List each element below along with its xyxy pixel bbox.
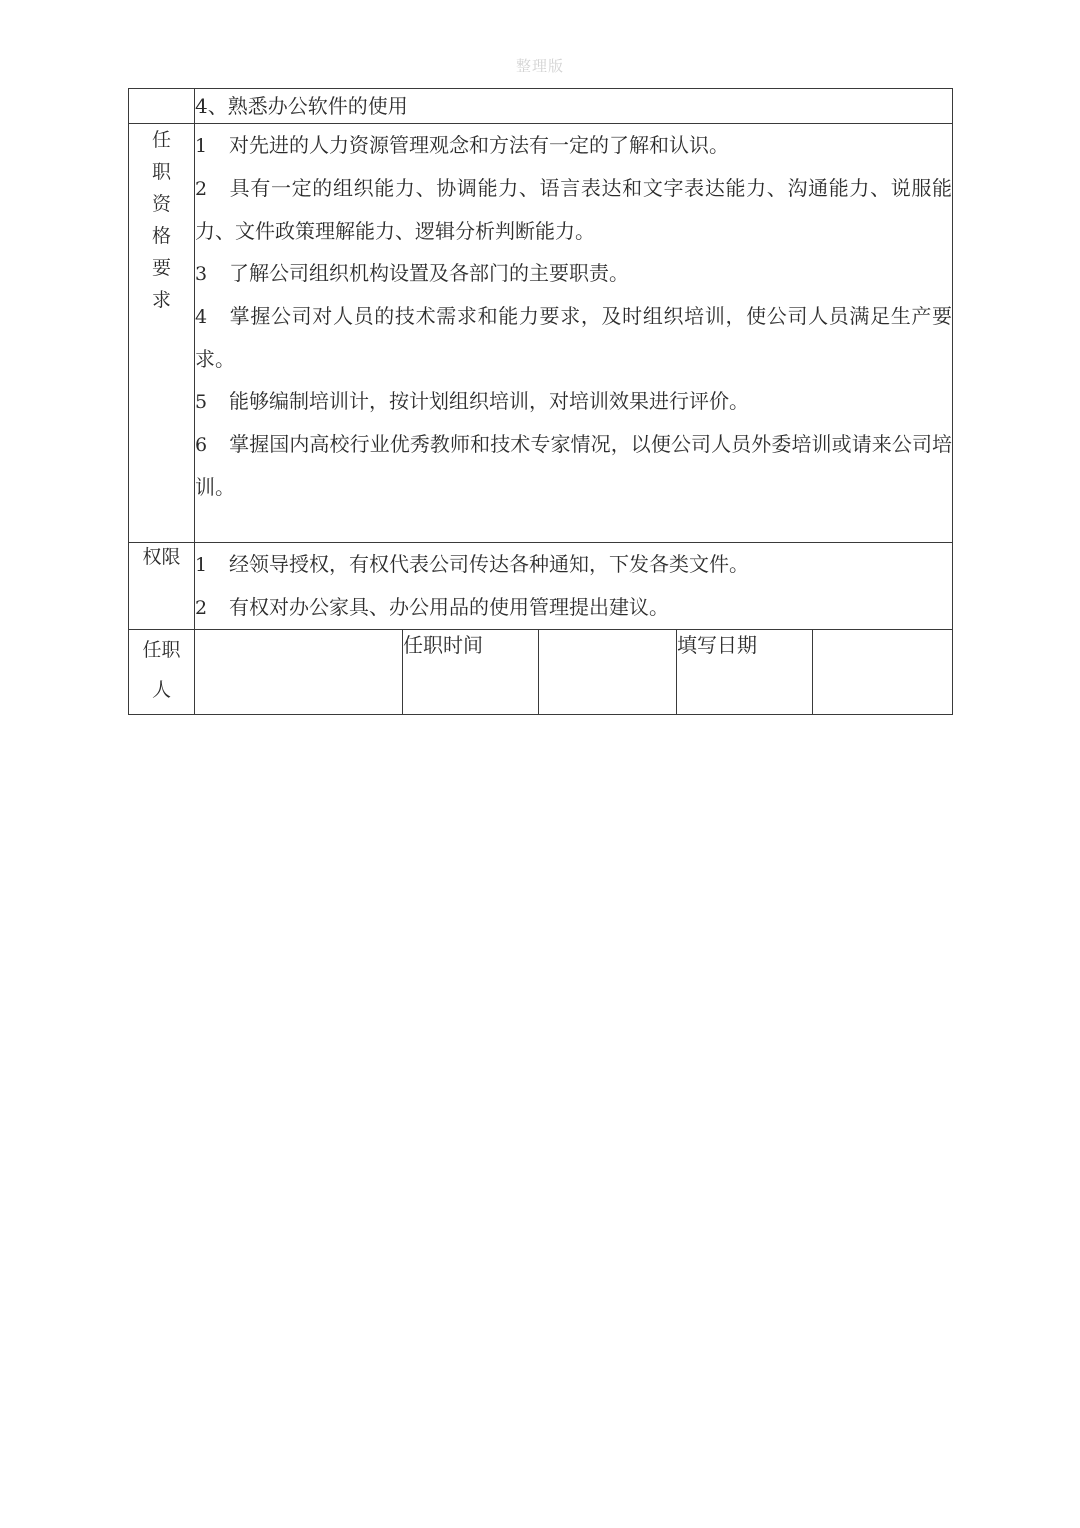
qualification-list	[195, 124, 952, 508]
qualification-content	[195, 124, 953, 543]
qualification-label-char: 任	[151, 129, 171, 151]
list-item-text: 掌握国内高校行业优秀教师和技术专家情况，以便公司人员外委培训或请来公司培训。	[195, 432, 953, 499]
job-description-table	[128, 88, 953, 715]
list-item-text: 能够编制培训计，按计划组织培训，对培训效果进行评价。	[229, 389, 749, 413]
appointment-time-value-field[interactable]	[539, 630, 677, 715]
qualification-label-char: 资	[151, 193, 171, 215]
list-item	[195, 423, 952, 508]
incumbent-label	[129, 630, 195, 715]
qualification-label-char: 职	[151, 161, 171, 183]
incumbent-label-char: 人	[151, 679, 171, 701]
authority-content	[195, 543, 953, 630]
list-item	[195, 252, 952, 295]
page-header	[0, 56, 1080, 82]
qualification-label	[129, 124, 195, 543]
list-item-number: 2	[195, 597, 208, 619]
list-item	[195, 543, 952, 586]
table-row	[129, 124, 953, 543]
list-item-text: 有权对办公家具、办公用品的使用管理提出建议。	[229, 595, 669, 619]
row-software-skill-label	[129, 89, 195, 124]
list-item	[195, 586, 952, 629]
list-item-number: 4	[195, 306, 208, 328]
table-row	[129, 89, 953, 124]
list-item-number: 1	[195, 135, 208, 157]
fill-date-label: 填写日期	[677, 630, 813, 715]
qualification-label-char: 格	[151, 225, 171, 247]
watermark-text: 整理版	[515, 57, 564, 75]
qualification-label-char: 求	[151, 289, 171, 311]
software-skill-text: 4、熟悉办公软件的使用	[195, 94, 408, 118]
incumbent-value-field[interactable]	[195, 630, 403, 715]
list-item-text: 掌握公司对人员的技术需求和能力要求，及时组织培训，使公司人员满足生产要求。	[195, 304, 953, 371]
list-item-text: 经领导授权，有权代表公司传达各种通知，下发各类文件。	[229, 552, 749, 576]
cell-trailing-space	[195, 508, 952, 542]
table-row	[129, 543, 953, 630]
list-item	[195, 124, 952, 167]
list-item	[195, 295, 952, 380]
list-item-text: 了解公司组织机构设置及各部门的主要职责。	[229, 261, 629, 285]
list-item-number: 6	[195, 434, 208, 456]
authority-label: 权限	[129, 543, 195, 630]
table-row	[129, 630, 953, 715]
list-item-text: 对先进的人力资源管理观念和方法有一定的了解和认识。	[229, 133, 729, 157]
incumbent-label-char: 任职	[142, 639, 181, 661]
list-item	[195, 167, 952, 252]
qualification-label-char: 要	[151, 257, 171, 279]
list-item	[195, 380, 952, 423]
list-item-text: 具有一定的组织能力、协调能力、语言表达和文字表达能力、沟通能力、说服能力、文件政策理解能力、逻辑分析判断能力。	[195, 176, 953, 243]
fill-date-value-field[interactable]	[813, 630, 953, 715]
list-item-number: 5	[195, 391, 208, 413]
authority-list	[195, 543, 952, 629]
list-item-number: 1	[195, 554, 208, 576]
list-item-number: 3	[195, 263, 208, 285]
row-software-skill-content	[195, 89, 953, 124]
list-item-number: 2	[195, 178, 208, 200]
appointment-time-label: 任职时间	[403, 630, 539, 715]
